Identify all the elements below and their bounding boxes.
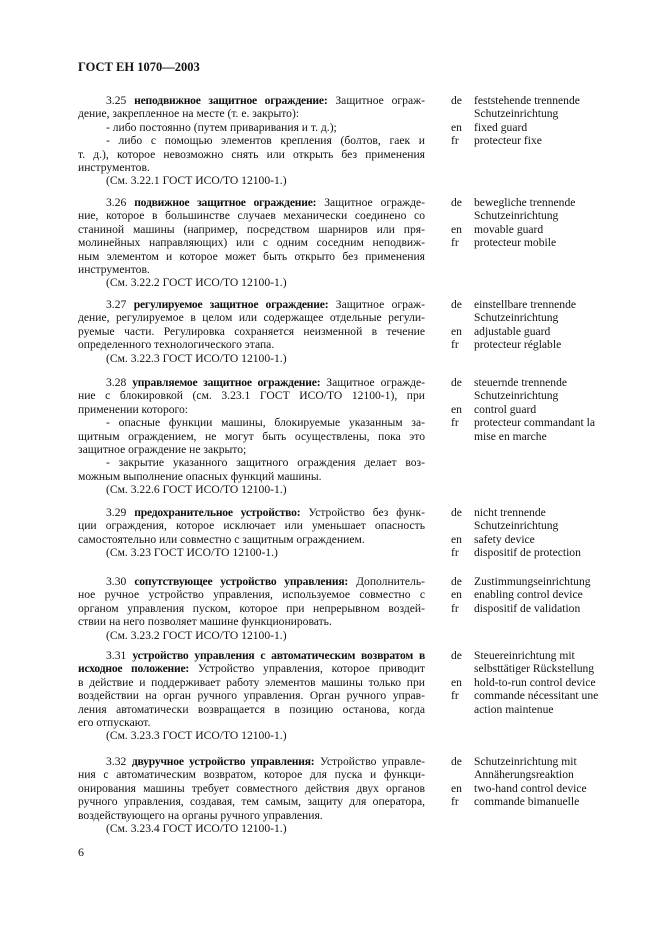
language-code: de <box>451 376 462 389</box>
text-segment: ния с автоматическим возвратом, которое для пуска и функци- <box>78 768 425 782</box>
translation-row <box>451 338 651 351</box>
translation-term: dispositif de protection <box>474 546 581 560</box>
definition-text <box>78 298 425 365</box>
language-code: en <box>451 222 462 236</box>
text-line <box>78 649 425 662</box>
text-segment: определенного технологического этапа. <box>78 338 275 352</box>
text-segment: Устройство управления, которое приводит <box>189 662 425 676</box>
translation-term: movable guard <box>474 222 544 236</box>
term-name: предохранительное устройство: <box>134 506 301 519</box>
text-segment: 3.27 <box>106 298 134 311</box>
language-code: de <box>451 755 462 768</box>
text-segment: воздействии на орган ручного управления. Орган ручного управ- <box>78 689 425 703</box>
text-line <box>78 689 425 702</box>
translation-row <box>451 376 651 389</box>
text-segment: ции ограждения, которое исключает или уменьшает опасность <box>78 519 425 533</box>
text-line <box>78 768 425 781</box>
text-line <box>78 782 425 795</box>
translation-term: hold-to-run control device <box>474 675 596 689</box>
term-name: исходное положение: <box>78 662 190 676</box>
language-code: fr <box>451 338 459 352</box>
language-code <box>451 430 474 443</box>
text-line <box>78 352 425 365</box>
translation-row <box>451 575 651 588</box>
text-line <box>78 134 425 147</box>
text-line <box>78 325 425 338</box>
text-segment: - закрытие указанного защитного ограждения делает воз- <box>106 456 425 470</box>
term-name: устройство управления с автоматическим возвратом в <box>132 649 426 662</box>
translation-term: protecteur fixe <box>474 134 542 148</box>
text-segment: защитное ограждение не закрыто; <box>78 442 247 456</box>
page-number: 6 <box>78 845 84 859</box>
translation-row <box>451 223 651 236</box>
language-code: de <box>451 649 462 662</box>
language-code <box>451 311 474 324</box>
text-segment: (См. 3.22.6 ГОСТ ИСО/ТО 12100-1.) <box>106 483 287 497</box>
translation-term: commande bimanuelle <box>474 795 580 809</box>
translations <box>451 755 651 809</box>
translation-row <box>451 298 651 311</box>
text-line <box>78 121 425 134</box>
text-line <box>78 602 425 615</box>
translation-term: Schutzeinrichtung <box>474 107 559 121</box>
translation-term: feststehende trennende <box>474 94 580 107</box>
text-line <box>78 174 425 187</box>
translation-term: selbsttätiger Rückstellung <box>474 662 595 676</box>
translation-term: action maintenue <box>474 702 554 716</box>
translation-term: protecteur réglable <box>474 338 562 352</box>
text-segment: 3.31 <box>106 649 133 662</box>
language-code: en <box>451 781 462 795</box>
translation-term: mise en marche <box>474 429 547 443</box>
translation-row <box>451 506 651 519</box>
text-line <box>78 223 425 236</box>
text-line <box>78 470 425 483</box>
text-line <box>78 716 425 729</box>
translation-row <box>451 689 651 702</box>
document-header: ГОСТ ЕН 1070—2003 <box>78 60 200 74</box>
language-code: de <box>451 298 462 311</box>
text-line <box>78 703 425 716</box>
text-segment: инструментов. <box>78 160 150 174</box>
text-line <box>78 403 425 416</box>
text-line <box>78 443 425 456</box>
text-line <box>78 533 425 546</box>
text-line <box>78 615 425 628</box>
term-name: двуручное устройство управления: <box>131 755 315 768</box>
translation-term: control guard <box>474 402 537 416</box>
text-line <box>78 376 425 389</box>
language-code: de <box>451 196 462 209</box>
language-code <box>451 703 474 716</box>
text-segment: ние, которое в большинстве случаев механически соединено со <box>78 209 425 223</box>
text-segment: в действие и поддерживает работу элементов машины только при <box>78 675 425 689</box>
translation-term: steuernde trennende <box>474 376 568 389</box>
translation-row <box>451 389 651 402</box>
language-code: en <box>451 120 462 134</box>
language-code <box>451 107 474 120</box>
text-line <box>78 588 425 601</box>
language-code <box>451 209 474 222</box>
term-name: неподвижное защитное ограждение: <box>134 94 328 107</box>
language-code: fr <box>451 236 459 250</box>
translation-row <box>451 703 651 716</box>
translation-term: fixed guard <box>474 120 528 134</box>
text-line <box>78 263 425 276</box>
translations <box>451 506 651 560</box>
text-line <box>78 311 425 324</box>
text-segment: Дополнитель- <box>348 575 426 588</box>
translation-row <box>451 768 651 781</box>
text-segment: 3.30 <box>106 575 135 588</box>
text-segment: дение, регулируемое в целом или содержащее отдельные регули- <box>78 311 425 325</box>
translation-term: commande nécessitant une <box>474 689 599 703</box>
text-line <box>78 338 425 351</box>
text-line <box>78 519 425 532</box>
translation-term: Schutzeinrichtung <box>474 209 559 223</box>
language-code: en <box>451 402 462 416</box>
translation-term: einstellbare trennende <box>474 298 577 311</box>
text-segment: 3.28 <box>106 376 133 389</box>
text-segment: 3.26 <box>106 196 135 209</box>
language-code: fr <box>451 416 459 430</box>
text-segment: дение, закрепленное на месте (т. е. закрыто): <box>78 107 300 121</box>
text-line <box>78 94 425 107</box>
text-segment: (См. 3.22.1 ГОСТ ИСО/ТО 12100-1.) <box>106 174 287 188</box>
translation-row <box>451 662 651 675</box>
text-segment: применении которого: <box>78 402 189 416</box>
translation-row <box>451 403 651 416</box>
translation-row <box>451 533 651 546</box>
translation-term: adjustable guard <box>474 324 551 338</box>
text-segment: ления автоматически возвращается в позицию останова, когда <box>78 702 425 716</box>
text-segment: ние с блокировкой (см. 3.23.1 ГОСТ ИСО/ТО 12100-1), при <box>78 389 425 403</box>
term-name: сопутствующее устройство управления: <box>134 575 349 588</box>
language-code: fr <box>451 601 459 615</box>
definition-text <box>78 196 425 290</box>
definition-text <box>78 755 425 835</box>
text-line <box>78 676 425 689</box>
text-segment: (См. 3.23 ГОСТ ИСО/ТО 12100-1.) <box>106 546 278 560</box>
term-name: подвижное защитное ограждение: <box>134 196 317 209</box>
translation-term: Schutzeinrichtung mit <box>474 755 577 768</box>
translation-row <box>451 94 651 107</box>
translation-term: Steuereinrichtung mit <box>474 649 575 662</box>
text-segment: т. д.), которое невозможно снять или открыть без применения <box>78 147 425 161</box>
text-line <box>78 629 425 642</box>
translation-row <box>451 196 651 209</box>
text-line <box>78 209 425 222</box>
text-segment: онирования машины требует совместного действия двух органов <box>78 781 425 795</box>
text-line <box>78 822 425 835</box>
translation-term: Schutzeinrichtung <box>474 519 559 533</box>
text-segment: 3.25 <box>106 94 135 107</box>
translation-term: bewegliche trennende <box>474 196 576 209</box>
text-segment: Устройство управле- <box>314 755 425 768</box>
text-segment: 3.32 <box>106 755 132 768</box>
text-segment: Защитное ограж- <box>327 94 425 107</box>
text-segment: органом управления пуском, которое при непрерывном воздей- <box>78 601 425 615</box>
term-name: регулируемое защитное ограждение: <box>133 298 329 311</box>
definition-text <box>78 94 425 188</box>
text-segment: воздействующего на органы ручного управления. <box>78 808 323 822</box>
translation-row <box>451 519 651 532</box>
translation-term: two-hand control device <box>474 781 587 795</box>
translation-row <box>451 134 651 147</box>
language-code: en <box>451 675 462 689</box>
text-line <box>78 107 425 120</box>
translation-term: enabling control device <box>474 588 583 602</box>
text-segment: руемые части. Регулировка сохраняется неизменной в течение <box>78 324 425 338</box>
translations <box>451 376 651 443</box>
translation-row <box>451 588 651 601</box>
text-segment: (См. 3.23.2 ГОСТ ИСО/ТО 12100-1.) <box>106 628 287 642</box>
text-segment: (См. 3.23.3 ГОСТ ИСО/ТО 12100-1.) <box>106 729 287 743</box>
text-segment: инструментов. <box>78 262 150 276</box>
text-line <box>78 729 425 742</box>
translation-row <box>451 602 651 615</box>
text-segment: ручного управления, создавая, тем самым, защиту для оператора, <box>78 795 425 809</box>
language-code: en <box>451 588 462 602</box>
text-segment: можным выполнение опасных функций машины. <box>78 469 322 483</box>
text-line <box>78 575 425 588</box>
text-line <box>78 456 425 469</box>
text-line <box>78 389 425 402</box>
translation-row <box>451 649 651 662</box>
translation-row <box>451 430 651 443</box>
translation-term: protecteur mobile <box>474 236 557 250</box>
text-segment: Устройство без функ- <box>300 506 426 519</box>
definition-text <box>78 376 425 497</box>
text-line <box>78 416 425 429</box>
text-line <box>78 430 425 443</box>
translation-row <box>451 782 651 795</box>
translation-row <box>451 546 651 559</box>
definition-text <box>78 575 425 642</box>
translation-term: dispositif de validation <box>474 601 581 615</box>
translation-row <box>451 121 651 134</box>
text-segment: Защитное огражде- <box>316 196 426 209</box>
language-code: en <box>451 324 462 338</box>
language-code: de <box>451 575 462 588</box>
text-line <box>78 148 425 161</box>
text-segment: Защитное ограж- <box>328 298 425 311</box>
translation-row <box>451 325 651 338</box>
text-segment: 3.29 <box>106 506 135 519</box>
text-segment: станиной машины (например, посредством шарниров или пря- <box>78 222 425 236</box>
translation-row <box>451 236 651 249</box>
language-code <box>451 389 474 402</box>
text-segment: ствии на него позволяет машине функционировать. <box>78 615 332 629</box>
translation-term: Schutzeinrichtung <box>474 389 559 403</box>
text-segment: молинейных направляющих) или с одним соседним неподвиж- <box>78 236 425 250</box>
language-code <box>451 662 474 675</box>
definition-text <box>78 506 425 560</box>
text-line <box>78 196 425 209</box>
language-code <box>451 519 474 532</box>
text-segment: - либо с помощью элементов крепления (болтов, гаек и <box>106 134 425 148</box>
translation-term: protecteur commandant la <box>474 416 596 430</box>
text-line <box>78 250 425 263</box>
translation-term: nicht trennende <box>474 506 546 519</box>
text-segment: ное ручное устройство управления, используемое совместно с <box>78 588 425 602</box>
language-code: de <box>451 506 462 519</box>
text-line <box>78 662 425 675</box>
translation-row <box>451 416 651 429</box>
text-segment: (См. 3.22.3 ГОСТ ИСО/ТО 12100-1.) <box>106 351 287 365</box>
language-code: fr <box>451 134 459 148</box>
text-segment: Защитное огражде- <box>320 376 426 389</box>
language-code: fr <box>451 795 459 809</box>
translations <box>451 196 651 250</box>
language-code: fr <box>451 546 459 560</box>
translation-row <box>451 107 651 120</box>
translation-term: Zustimmungseinrichtung <box>474 575 591 588</box>
text-line <box>78 755 425 768</box>
term-name: управляемое защитное ограждение: <box>132 376 321 389</box>
translations <box>451 575 651 615</box>
language-code: en <box>451 532 462 546</box>
text-line <box>78 506 425 519</box>
language-code: de <box>451 94 462 107</box>
translations <box>451 94 651 148</box>
translation-row <box>451 311 651 324</box>
text-segment: его отпускают. <box>78 715 151 729</box>
translations <box>451 649 651 716</box>
translation-row <box>451 795 651 808</box>
language-code <box>451 768 474 781</box>
text-line <box>78 161 425 174</box>
text-segment: (См. 3.22.2 ГОСТ ИСО/ТО 12100-1.) <box>106 276 287 290</box>
text-line <box>78 795 425 808</box>
text-segment: ным элементом и которое может быть открыто без применения <box>78 249 425 263</box>
text-line <box>78 236 425 249</box>
text-line <box>78 298 425 311</box>
translation-term: safety device <box>474 532 535 546</box>
text-segment: самостоятельно или совместно с защитным ограждением. <box>78 532 365 546</box>
text-line <box>78 809 425 822</box>
text-line <box>78 276 425 289</box>
definition-text <box>78 649 425 743</box>
translation-row <box>451 209 651 222</box>
translation-row <box>451 676 651 689</box>
translations <box>451 298 651 352</box>
language-code: fr <box>451 689 459 703</box>
text-segment: - либо постоянно (путем приваривания и т. д.); <box>106 120 337 134</box>
text-segment: (См. 3.23.4 ГОСТ ИСО/ТО 12100-1.) <box>106 821 287 835</box>
translation-term: Annäherungsreaktion <box>474 768 574 782</box>
text-line <box>78 483 425 496</box>
text-segment: щитным ограждением, не могут быть осуществлены, пока это <box>78 429 425 443</box>
text-segment: - опасные функции машины, блокируемые указанным за- <box>106 416 425 430</box>
translation-row <box>451 755 651 768</box>
text-line <box>78 546 425 559</box>
translation-term: Schutzeinrichtung <box>474 311 559 325</box>
